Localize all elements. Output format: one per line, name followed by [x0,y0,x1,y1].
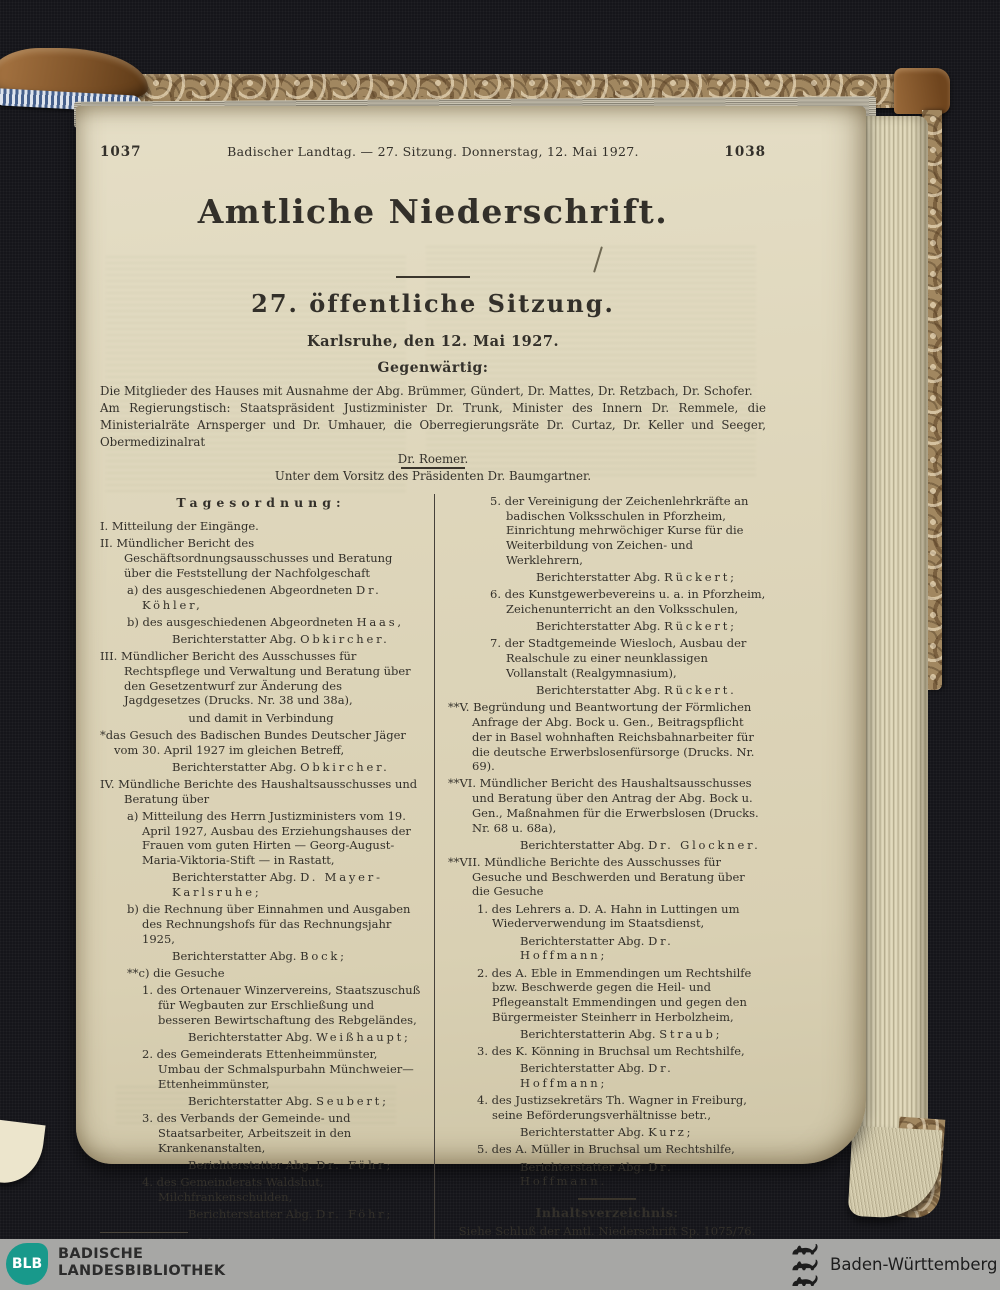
baden-wuerttemberg-coat-of-arms [790,1243,820,1287]
agenda-line: 4. des Justizsekretärs Th. Wagner in Freiburg, seine Beförderungsverhältnisse betr., [477,1093,747,1123]
agenda-line: 2. des Gemeinderats Ettenheimmünster, Umbau der Schmalspurbahn Münchweier—Ettenheimmünster, [142,1047,414,1091]
dateline: Karlsruhe, den 12. Mai 1927. [307,333,559,350]
agenda-line: Berichterstatter Abg. Dr. Glockner. [520,837,761,852]
reporter-name: Weißhaupt; [316,1030,411,1044]
reporter-name: Rückert; [664,570,737,585]
reporter-name: Dr. Föhr; [316,1157,394,1172]
agenda-line: **V. Begründung und Beantwortung der Förmlichen Anfrage der Abg. Bock u. Gen., Beitragspflicht der in Basel wohnhaften Reichsbahnarbeiter für die deutsche Erwerbslosenfürsorge (Drucks. Nr. 69). [448,700,755,774]
underlying-page-sliver [0,1119,46,1187]
reporter-name: Dr. Hoffmann; [520,1061,674,1091]
agenda-line: 5. der Vereinigung der Zeichenlehrkräfte an badischen Volksschulen in Pforzheim, Einrichtung mehrwöchiger Kurse für die Weiterbildung von Zeichen- und Werklehrern, [490,494,749,567]
page-stack-fore-edge [856,116,928,1190]
agenda-column-right [434,494,766,1268]
agenda-line: Berichterstatter Abg. Rückert; [536,619,737,634]
agenda-line: a) Mitteilung des Herrn Justizministers vom 19. April 1927, Ausbau des Erziehungshauses der Frauen vom guten Hirten — Georg-August-Maria-Viktoria-Stift — in Rastatt, [127,808,411,868]
agenda-line: Berichterstatter Abg. Rückert; [536,570,737,585]
present-line: Am Regierungstisch: Staatspräsident Justizminister Dr. Trunk, Minister des Innern Dr. Remmele, die Ministerialräte Arnsperger und Dr. Umhauer, die Oberregierungsräte Dr. Curtaz, Dr. Keller und Seeger, Obermedizinalrat [100,401,766,450]
agenda-line: 5. des A. Müller in Bruchsal um Rechtshilfe, [477,1142,735,1157]
library-name-line1: BADISCHE [58,1246,144,1262]
blb-logo [6,1243,48,1285]
reporter-name: Seubert; [316,1093,389,1108]
reporter-name: Dr. Köhler, [142,582,382,612]
cover-leather-corner [894,68,950,114]
agenda-line: **VII. Mündliche Berichte des Ausschusses für Gesuche und Beschwerden und Beratung über die Gesuche [448,855,745,899]
agenda-line: Berichterstatterin Abg. Straub; [520,1026,723,1041]
reporter-name: Dr. Hoffmann; [520,933,674,963]
agenda-line: III. Mündlicher Bericht des Ausschusses für Rechtspflege und Verwaltung und Beratung über den Gesetzentwurf zur Änderung des Jagdgesetzes (Drucks. Nr. 38 und 38a), [100,649,411,708]
page-title: Amtliche Niederschrift. [197,192,669,231]
running-head-row [100,144,766,160]
reporter-name: Bock; [300,948,347,963]
agenda-list-left [100,519,422,1222]
agenda-line: 7. der Stadtgemeinde Wiesloch, Ausbau der Realschule zu einer neunklassigen Vollanstalt (Realgymnasium), [490,636,747,680]
toc-heading: Inhaltsverzeichnis: [535,1205,679,1221]
present-list [100,383,766,486]
present-line: Unter dem Vorsitz des Präsidenten Dr. Baumgartner. [274,469,592,484]
running-header: Badischer Landtag. — 27. Sitzung. Donnerstag, 12. Mai 1927. [227,144,639,159]
library-footer-bar [0,1239,1000,1290]
library-name [58,1246,225,1281]
library-name-line2: LANDESBIBLIOTHEK [58,1263,226,1280]
agenda-line: Berichterstatter Abg. Kurz; [520,1125,694,1140]
agenda-line: Berichterstatter Abg. Obkircher. [172,759,390,774]
toc-block [448,1198,766,1239]
agenda-line: 6. des Kunstgewerbevereins u. a. in Pforzheim, Zeichenunterricht an den Volksschulen, [490,587,766,617]
blb-logo-text: BLB [11,1256,43,1272]
agenda-line: Berichterstatter Abg. Dr. Hoffmann. [520,1159,674,1189]
agenda-line: **VI. Mündlicher Bericht des Haushaltsausschusses und Beratung über den Antrag der Abg. Bock u. Gen., Maßnahmen für die Erwerbslosen (Drucks. Nr. 68 u. 68a), [448,776,759,835]
reporter-name: Rückert. [664,683,737,698]
agenda-line: Berichterstatter Abg. D. Mayer-Karlsruhe; [172,870,383,900]
agenda-line: Berichterstatter Abg. Rückert. [536,683,737,698]
agenda-line: *das Gesuch des Badischen Bundes Deutscher Jäger vom 30. April 1927 im gleichen Betreff, [100,727,406,757]
agenda-line: 2. des A. Eble in Emmendingen um Rechtshilfe bzw. Beschwerde gegen die Heil- und Pflegeanstalt Emmendingen und gegen den Bürgermeister Steinherr in Herbolzheim, [477,965,752,1024]
agenda-line: 1. des Lehrers a. D. A. Hahn in Luttingen um Wiederverwendung im Staatsdienst, [477,901,740,931]
page-number-left: 1037 [100,144,142,160]
reporter-name: Dr. Hoffmann. [520,1159,674,1189]
footnote-rule [100,1232,188,1233]
present-line: Die Mitglieder des Hauses mit Ausnahme der Abg. Brümmer, Gündert, Dr. Mattes, Dr. Retzbach, Dr. Schofer. [100,384,753,398]
agenda-line: Berichterstatter Abg. Weißhaupt; [188,1030,411,1044]
title-divider-rule [396,276,470,278]
agenda-heading: Tagesordnung: [176,495,346,510]
agenda-line: **c) die Gesuche [127,966,225,981]
reporter-name: D. Mayer-Karlsruhe; [172,870,383,900]
session-heading: 27. öffentliche Sitzung. [251,289,615,318]
page-number-right: 1038 [724,144,766,160]
state-brand [790,1239,998,1290]
agenda-line: 4. des Gemeinderats Waldshut, Milchfrankenschulden, [142,1174,324,1204]
agenda-line: IV. Mündliche Berichte des Haushaltsausschusses und Beratung über [100,777,418,806]
agenda-line: I. Mitteilung der Eingänge. [100,519,259,533]
two-column-body [100,494,766,1268]
state-label: Baden-Württemberg [830,1255,998,1274]
reporter-name: Obkircher. [300,759,390,774]
reporter-name: Obkircher. [300,632,390,647]
agenda-line: Berichterstatter Abg. Bock; [172,948,347,963]
reporter-name: Dr. Glockner. [648,837,761,852]
agenda-line: a) des ausgeschiedenen Abgeordneten Dr. Köhler, [127,582,382,612]
present-line: Dr. Roemer. [397,452,469,467]
agenda-line: b) die Rechnung über Einnahmen und Ausgaben des Rechnungshofs für das Rechnungsjahr 1925, [127,902,411,946]
reporter-name: Kurz; [648,1125,694,1140]
agenda-column-left [100,494,422,1268]
reporter-name: Rückert; [664,619,737,634]
agenda-line: Berichterstatter Abg. Obkircher. [172,632,390,647]
page-text-block [100,106,766,1239]
agenda-line: Berichterstatter Abg. Seubert; [188,1093,389,1108]
book-page [76,106,866,1239]
agenda-line: 3. des Verbands der Gemeinde- und Staatsarbeiter, Arbeitszeit in den Krankenanstalten, [142,1111,352,1155]
reporter-name: Haas, [356,614,404,629]
reporter-name: Dr. Föhr; [316,1206,394,1221]
agenda-list-right [448,494,766,1189]
agenda-line: 1. des Ortenauer Winzervereins, Staatszuschuß für Wegbauten zur Erschließung und besseren Bewirtschaftung des Rebgeländes, [142,983,421,1027]
toc-rule [578,1198,636,1200]
agenda-line: Berichterstatter Abg. Dr. Föhr; [188,1157,394,1172]
agenda-line: Berichterstatter Abg. Dr. Hoffmann; [520,933,674,963]
reporter-name: Straub; [659,1026,723,1041]
agenda-line: Berichterstatter Abg. Dr. Hoffmann; [520,1061,674,1091]
agenda-line: II. Mündlicher Bericht des Geschäftsordnungsausschusses und Beratung über die Feststellung der Nachfolgeschaft [100,536,393,580]
section-divider-rule [401,467,465,469]
agenda-line: b) des ausgeschiedenen Abgeordneten Haas, [127,614,404,629]
agenda-line: und damit in Verbindung [188,710,334,725]
present-heading: Gegenwärtig: [377,360,489,376]
toc-line: Siehe Schluß der Amtl. Niederschrift Sp. 1075/76. [458,1224,756,1239]
agenda-line: 3. des K. Könning in Bruchsal um Rechtshilfe, [477,1044,745,1059]
agenda-line: Berichterstatter Abg. Dr. Föhr; [188,1206,394,1221]
